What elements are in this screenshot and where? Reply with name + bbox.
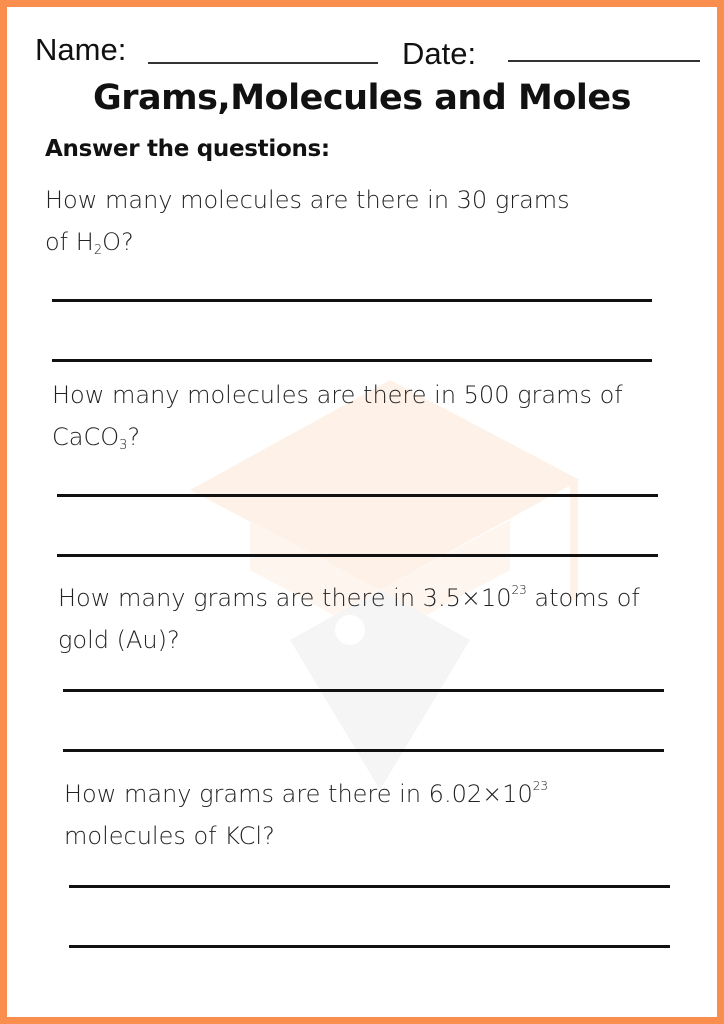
superscript: 23 [511, 583, 527, 597]
superscript: 23 [532, 779, 549, 793]
subscript: 3 [119, 438, 128, 453]
answer-line[interactable] [63, 689, 664, 692]
date-label: Date: [402, 36, 477, 71]
question-4 [64, 765, 548, 857]
question-text: atoms of [526, 584, 640, 612]
question-text: of H [45, 228, 94, 256]
answer-line[interactable] [57, 554, 658, 557]
question-text: O? [102, 228, 134, 256]
date-field[interactable] [508, 60, 700, 62]
question-text: How many grams are there in 6.02×10 [64, 780, 533, 808]
answer-line[interactable] [63, 749, 664, 752]
answer-line[interactable] [52, 359, 652, 362]
answer-line[interactable] [69, 945, 670, 948]
question-text: How many molecules are there in 30 grams [45, 186, 570, 214]
answer-line[interactable] [69, 885, 670, 888]
answer-line[interactable] [52, 299, 652, 302]
instructions: Answer the questions: [45, 136, 330, 162]
name-label: Name: [35, 32, 127, 67]
question-1 [45, 179, 570, 272]
question-text: molecules of KCl? [64, 822, 275, 850]
subscript: 2 [93, 243, 103, 258]
question-text: CaCO [52, 423, 120, 451]
question-3 [58, 569, 640, 661]
worksheet-title: Grams,Molecules and Moles [93, 78, 631, 118]
answer-line[interactable] [57, 494, 658, 497]
question-text: How many molecules are there in 500 grams of [52, 381, 623, 409]
question-text: gold (Au)? [58, 626, 180, 654]
name-field[interactable] [148, 62, 378, 64]
question-2 [52, 374, 623, 467]
question-text: How many grams are there in 3.5×10 [58, 584, 512, 612]
question-text: ? [127, 423, 141, 451]
